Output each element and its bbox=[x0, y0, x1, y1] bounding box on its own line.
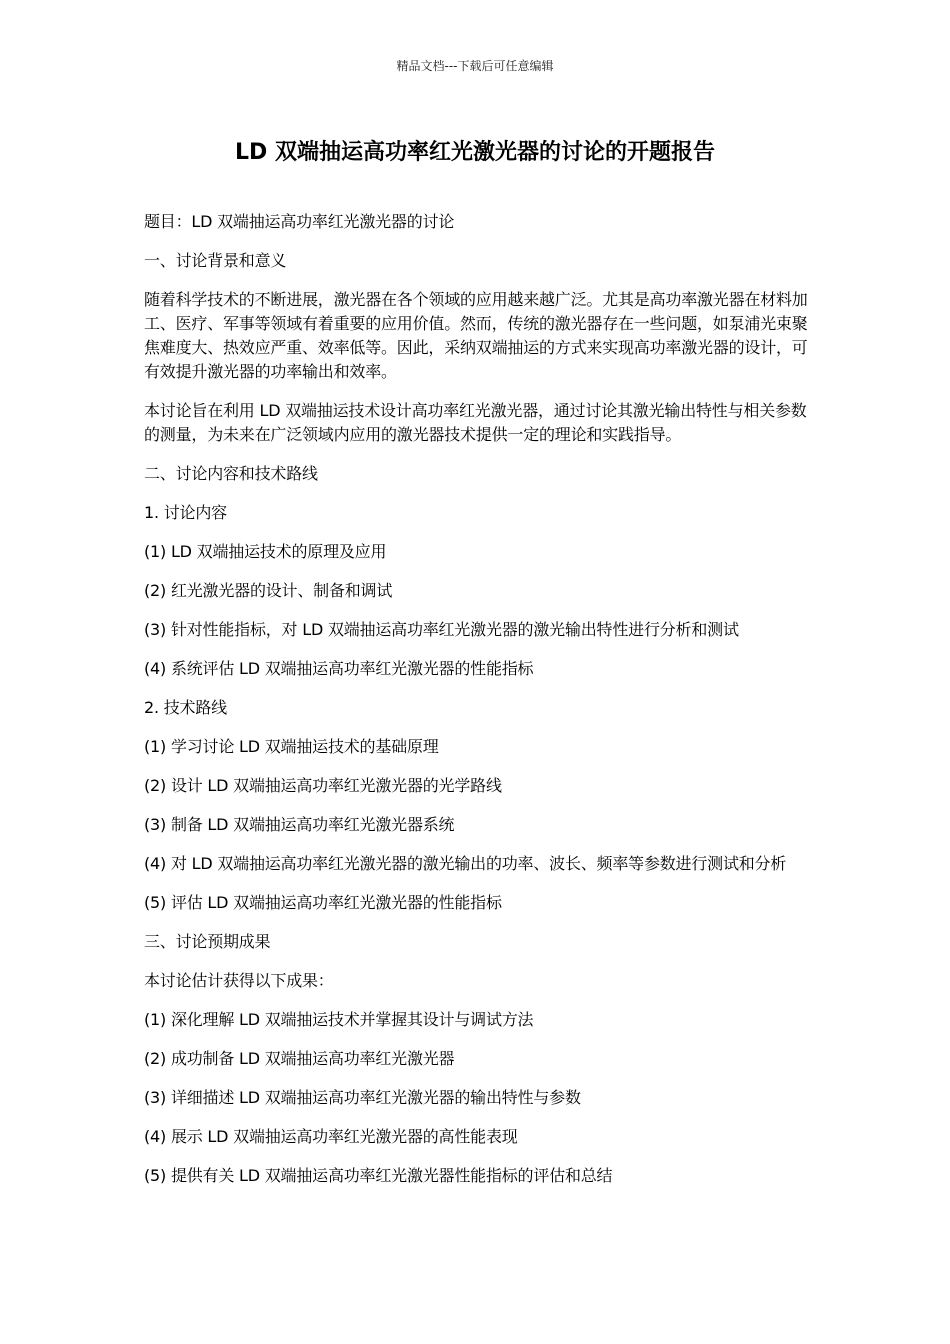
list-item: (5) 评估 LD 双端抽运高功率红光激光器的性能指标 bbox=[144, 893, 502, 912]
background-paragraph: 随着科学技术的不断进展，激光器在各个领域的应用越来越广泛。尤其是高功率激光器在材料加工、医疗、军事等领域有着重要的应用价值。然而，传统的激光器存在一些问题，如泵浦光束聚焦难度大、热效应严重、效率低等。因此，采纳双端抽运的方式来实现高功率激光器的设计，可有效提升激光器的功率输出和效率。 bbox=[144, 290, 808, 381]
list-item: (5) 提供有关 LD 双端抽运高功率红光激光器性能指标的评估和总结 bbox=[144, 1166, 613, 1185]
results-intro: 本讨论估计获得以下成果： bbox=[144, 971, 334, 990]
section-heading-background: 一、讨论背景和意义 bbox=[144, 251, 287, 270]
topic-line: 题目：LD 双端抽运高功率红光激光器的讨论 bbox=[144, 212, 455, 231]
list-item: (2) 红光激光器的设计、制备和调试 bbox=[144, 581, 393, 600]
document-title: LD 双端抽运高功率红光激光器的讨论的开题报告 bbox=[235, 140, 715, 165]
subsection-heading-content: 1. 讨论内容 bbox=[144, 503, 227, 522]
list-item: (1) 深化理解 LD 双端抽运技术并掌握其设计与调试方法 bbox=[144, 1010, 534, 1029]
list-item: (1) LD 双端抽运技术的原理及应用 bbox=[144, 542, 387, 561]
list-item: (4) 对 LD 双端抽运高功率红光激光器的激光输出的功率、波长、频率等参数进行测试和分析 bbox=[144, 854, 787, 873]
list-item: (3) 详细描述 LD 双端抽运高功率红光激光器的输出特性与参数 bbox=[144, 1088, 581, 1107]
list-item: (2) 成功制备 LD 双端抽运高功率红光激光器 bbox=[144, 1049, 455, 1068]
list-item: (3) 针对性能指标，对 LD 双端抽运高功率红光激光器的激光输出特性进行分析和测试 bbox=[144, 620, 739, 639]
page-header: 精品文档---下载后可任意编辑 bbox=[396, 59, 554, 73]
document-body bbox=[144, 210, 809, 1203]
list-item: (4) 展示 LD 双端抽运高功率红光激光器的高性能表现 bbox=[144, 1127, 518, 1146]
section-heading-results: 三、讨论预期成果 bbox=[144, 932, 271, 951]
list-item: (4) 系统评估 LD 双端抽运高功率红光激光器的性能指标 bbox=[144, 659, 534, 678]
list-item: (3) 制备 LD 双端抽运高功率红光激光器系统 bbox=[144, 815, 455, 834]
list-item: (1) 学习讨论 LD 双端抽运技术的基础原理 bbox=[144, 737, 439, 756]
list-item: (2) 设计 LD 双端抽运高功率红光激光器的光学路线 bbox=[144, 776, 502, 795]
section-heading-content: 二、讨论内容和技术路线 bbox=[144, 464, 318, 483]
subsection-heading-route: 2. 技术路线 bbox=[144, 698, 227, 717]
purpose-paragraph: 本讨论旨在利用 LD 双端抽运技术设计高功率红光激光器，通过讨论其激光输出特性与相关参数的测量，为未来在广泛领域内应用的激光器技术提供一定的理论和实践指导。 bbox=[144, 401, 807, 444]
